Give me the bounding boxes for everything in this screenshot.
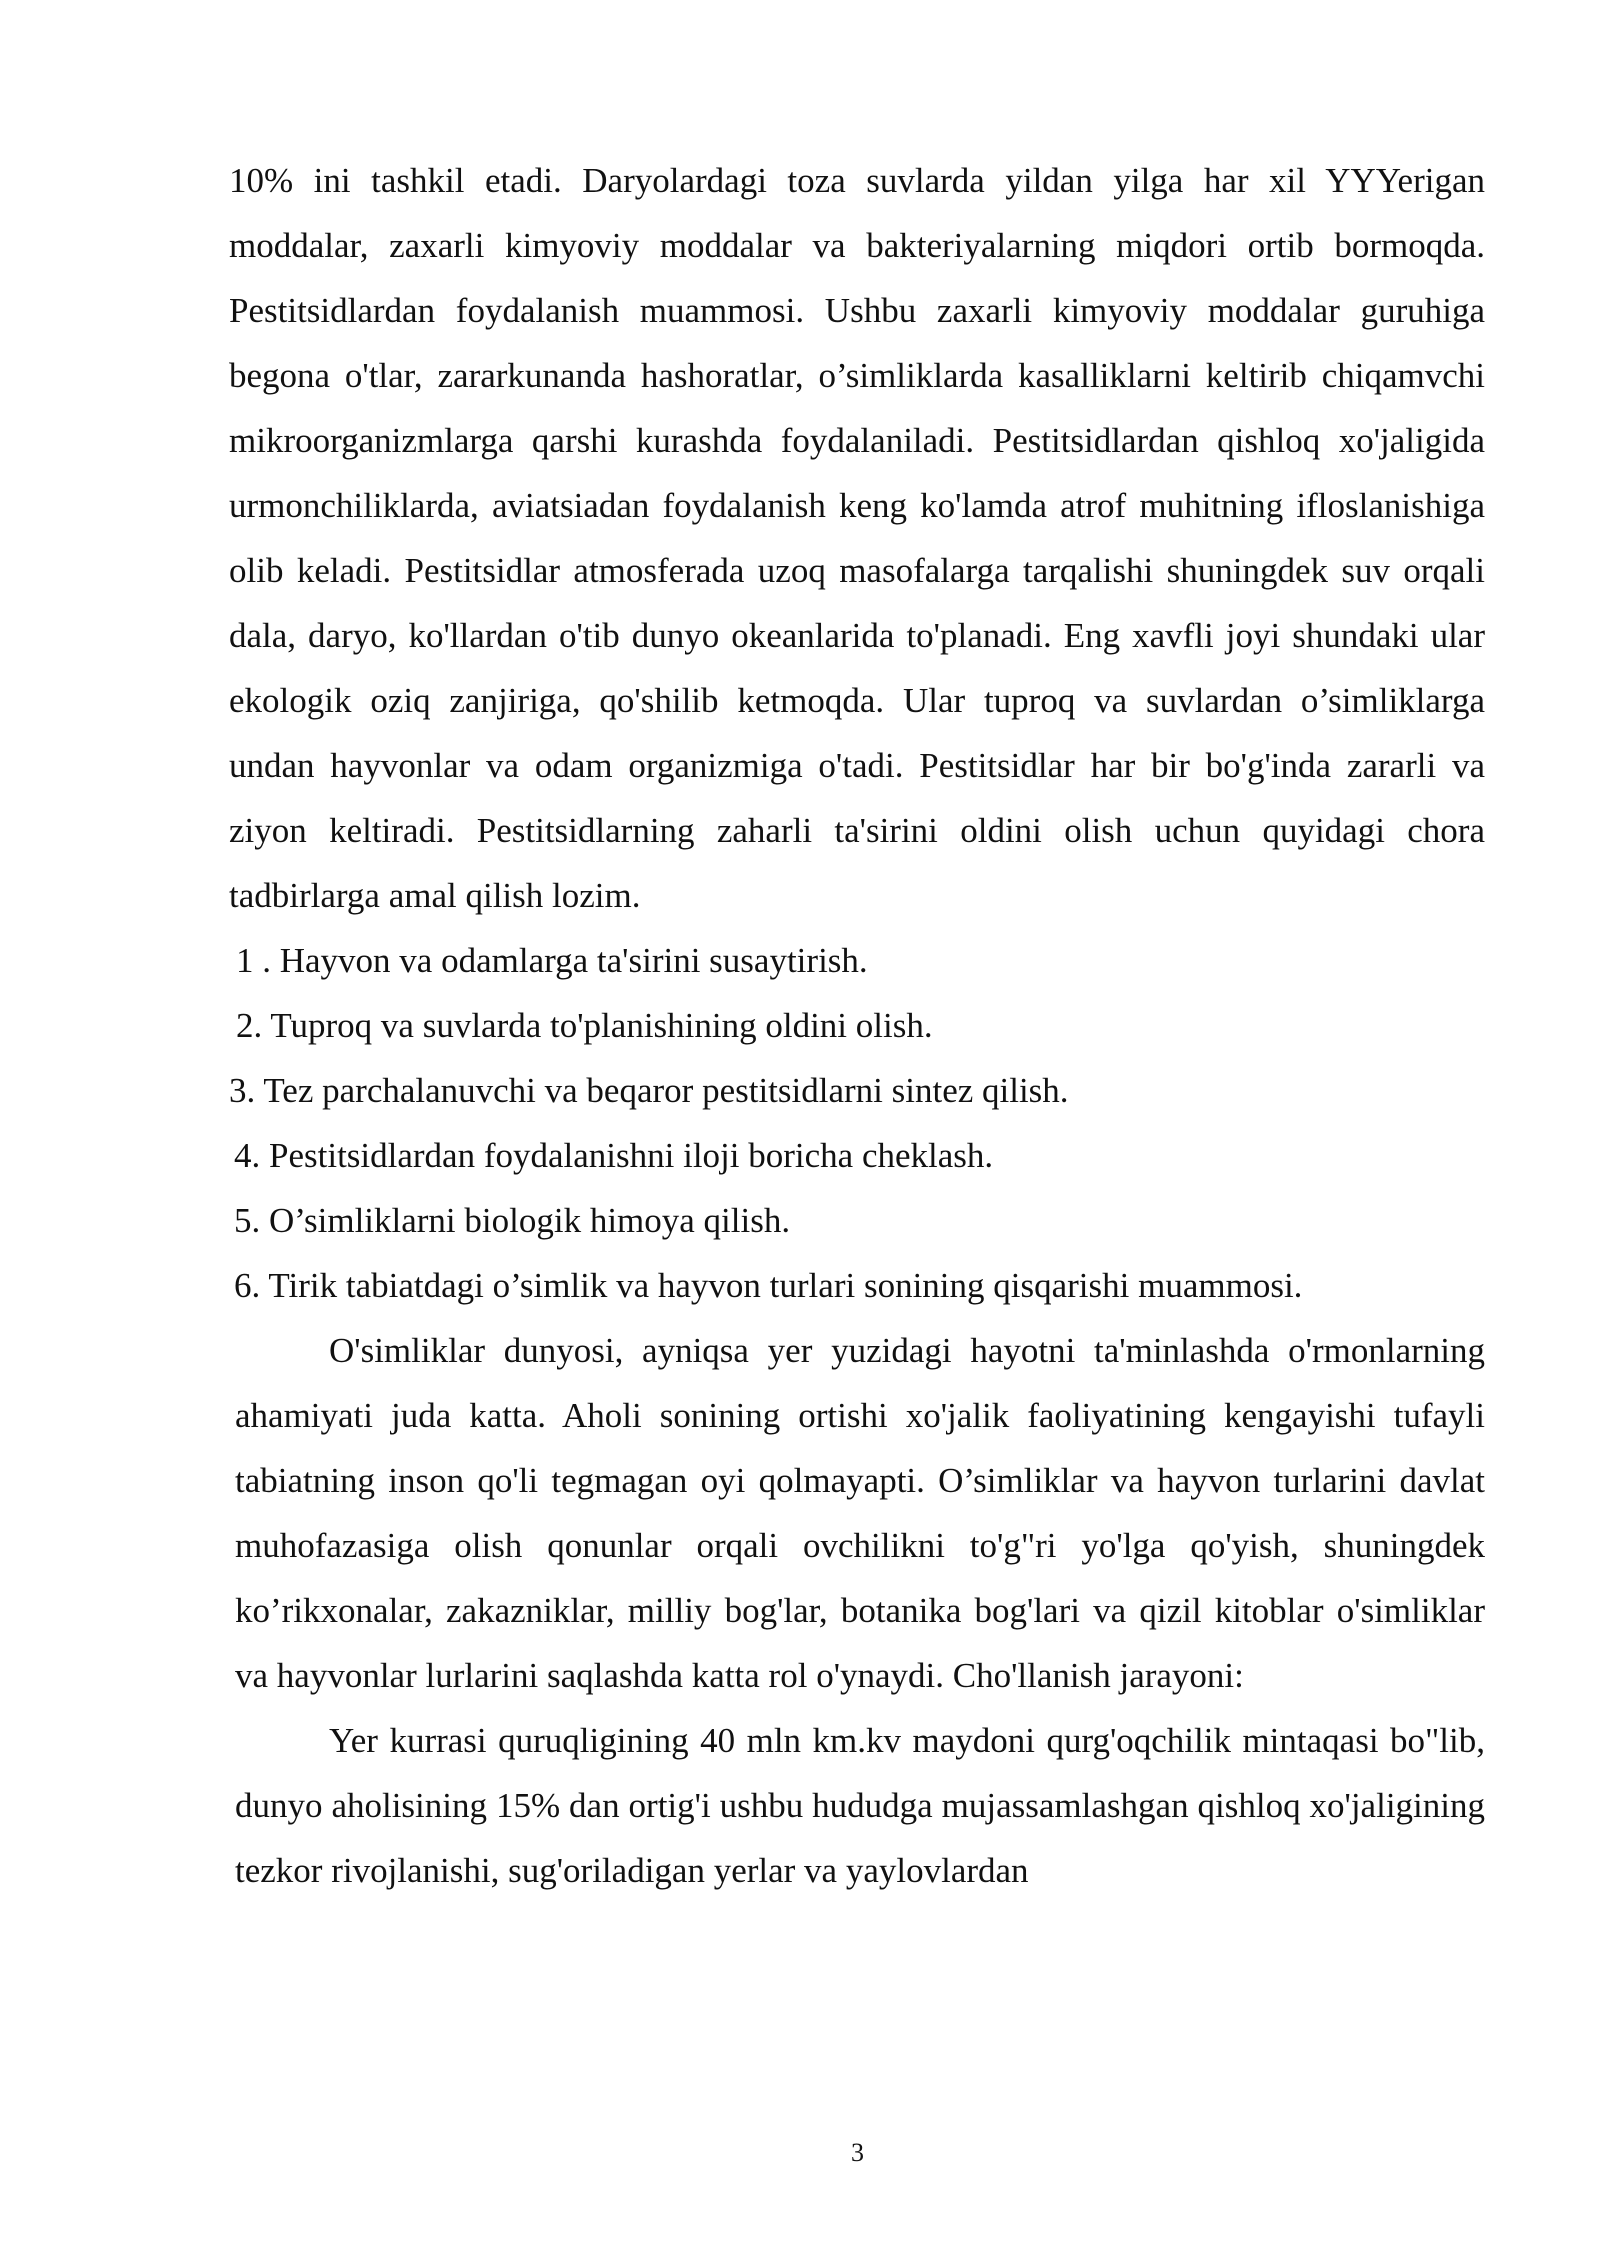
page-number: 3	[851, 2138, 864, 2167]
measures-list	[229, 928, 1485, 1318]
list-item: 2. Tuproq va suvlarda to'planishining oldini olish.	[236, 1006, 933, 1045]
list-item: 4. Pestitsidlardan foydalanishni iloji boricha cheklash.	[234, 1136, 994, 1175]
paragraph-plants: O'simliklar dunyosi, ayniqsa yer yuzidagi hayotni ta'minlashda o'rmonlarning ahamiyati juda katta. Aholi sonining ortishi xo'jalik faoliyatining kengayishi tufayli tabiatning inson qo'li tegmagan oyi qolmayapti. O’simliklar va hayvon turlarini davlat muhofazasiga olish qonunlar orqali ovchilikni to'g"ri yo'lga qo'yish, shuningdek ko’rikxonalar, zakazniklar, milliy bog'lar, botanika bog'lari va qizil kitoblar o'simliklar va hayvonlar lurlarini saqlashda katta rol o'ynaydi. Cho'llanish jarayoni:	[235, 1331, 1485, 1695]
paragraph-desertification: Yer kurrasi quruqligining 40 mln km.kv maydoni qurg'oqchilik mintaqasi bo"lib, dunyo aholisining 15% dan ortig'i ushbu hududga mujassamlashgan qishloq xo'jaligining tezkor rivojlanishi, sug'oriladigan yerlar va yaylovlardan	[235, 1721, 1485, 1890]
list-item: 3. Tez parchalanuvchi va beqaror pestitsidlarni sintez qilish.	[229, 1071, 1069, 1110]
body-text	[229, 148, 1485, 1903]
list-item: 5. O’simliklarni biologik himoya qilish.	[234, 1201, 791, 1240]
list-item: 1 . Hayvon va odamlarga ta'sirini susaytirish.	[236, 941, 868, 980]
paragraph-pesticides: 10% ini tashkil etadi. Daryolardagi toza suvlarda yildan yilga har xil YYYerigan moddalar, zaxarli kimyoviy moddalar va bakteriyalarning miqdori ortib bormoqda. Pestitsidlardan foydalanish muammosi. Ushbu zaxarli kimyoviy moddalar guruhiga begona o'tlar, zararkunanda hashoratlar, o’simliklarda kasalliklarni keltirib chiqamvchi mikroorganizmlarga qarshi kurashda foydalaniladi. Pestitsidlardan qishloq xo'jaligida urmonchiliklarda, aviatsiadan foydalanish keng ko'lamda atrof muhitning ifloslanishiga olib keladi. Pestitsidlar atmosferada uzoq masofalarga tarqalishi shuningdek suv orqali dala, daryo, ko'llardan o'tib dunyo okeanlarida to'planadi. Eng xavfli joyi shundaki ular ekologik oziq zanjiriga, qo'shilib ketmoqda. Ular tuproq va suvlardan o’simliklarga undan hayvonlar va odam organizmiga o'tadi. Pestitsidlar har bir bo'g'inda zararli va ziyon keltiradi. Pestitsidlarning zaharli ta'sirini oldini olish uchun quyidagi chora tadbirlarga amal qilish lozim.	[229, 161, 1485, 915]
list-item: 6. Tirik tabiatdagi o’simlik va hayvon turlari sonining qisqarishi muammosi.	[234, 1266, 1303, 1305]
